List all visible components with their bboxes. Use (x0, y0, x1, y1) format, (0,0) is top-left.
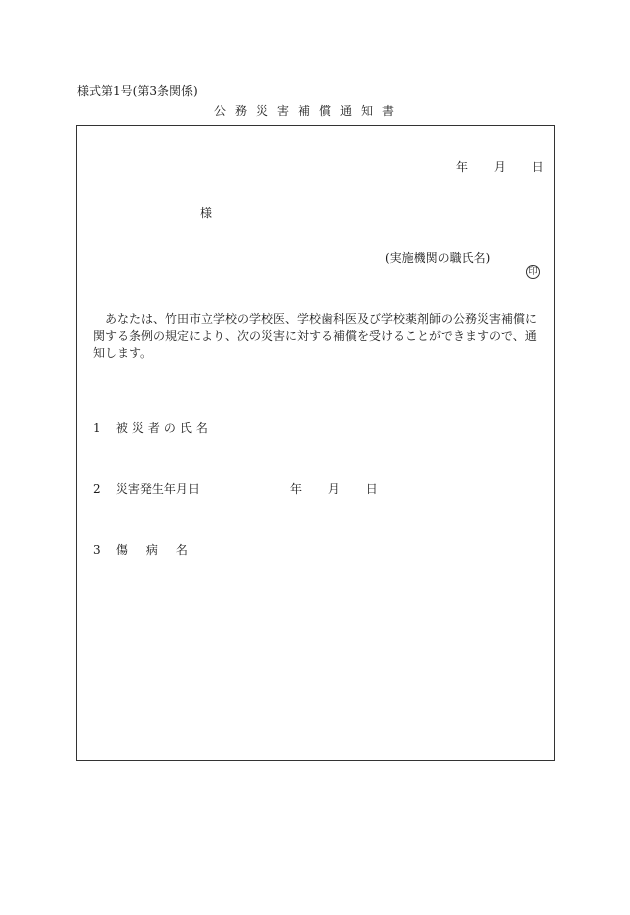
recipient-honorific: 様 (200, 206, 213, 220)
item-victim-name (93, 421, 212, 435)
item-number: 3 (93, 543, 101, 557)
document-frame (76, 125, 555, 761)
item-label: 被災者の氏名 (115, 421, 212, 435)
issuer-title-label: (実施機関の職氏名) (385, 251, 491, 265)
form-number-label: 様式第1号(第3条関係) (77, 84, 198, 98)
incident-day-label: 日 (365, 482, 378, 496)
date-month-label: 月 (493, 160, 506, 174)
seal-mark: 印 (526, 265, 540, 279)
date-year-label: 年 (456, 160, 469, 174)
incident-year-label: 年 (290, 482, 303, 496)
incident-month-label: 月 (327, 482, 340, 496)
item-number: 2 (93, 482, 101, 496)
item-number: 1 (93, 421, 101, 435)
item-injury-name (93, 543, 206, 557)
item-incident-date (93, 482, 200, 496)
item-label: 傷病名 (115, 543, 206, 557)
incident-date-fields (290, 482, 378, 496)
notice-date (456, 160, 544, 174)
notice-body-text: あなたは、竹田市立学校の学校医、学校歯科医及び学校薬剤師の公務災害補償に関する条例の規定により、次の災害に対する補償を受けることができますので、通知します。 (93, 312, 538, 360)
item-label: 災害発生年月日 (115, 482, 200, 496)
document-title: 公務災害補償通知書 (214, 104, 404, 118)
date-day-label: 日 (531, 160, 544, 174)
